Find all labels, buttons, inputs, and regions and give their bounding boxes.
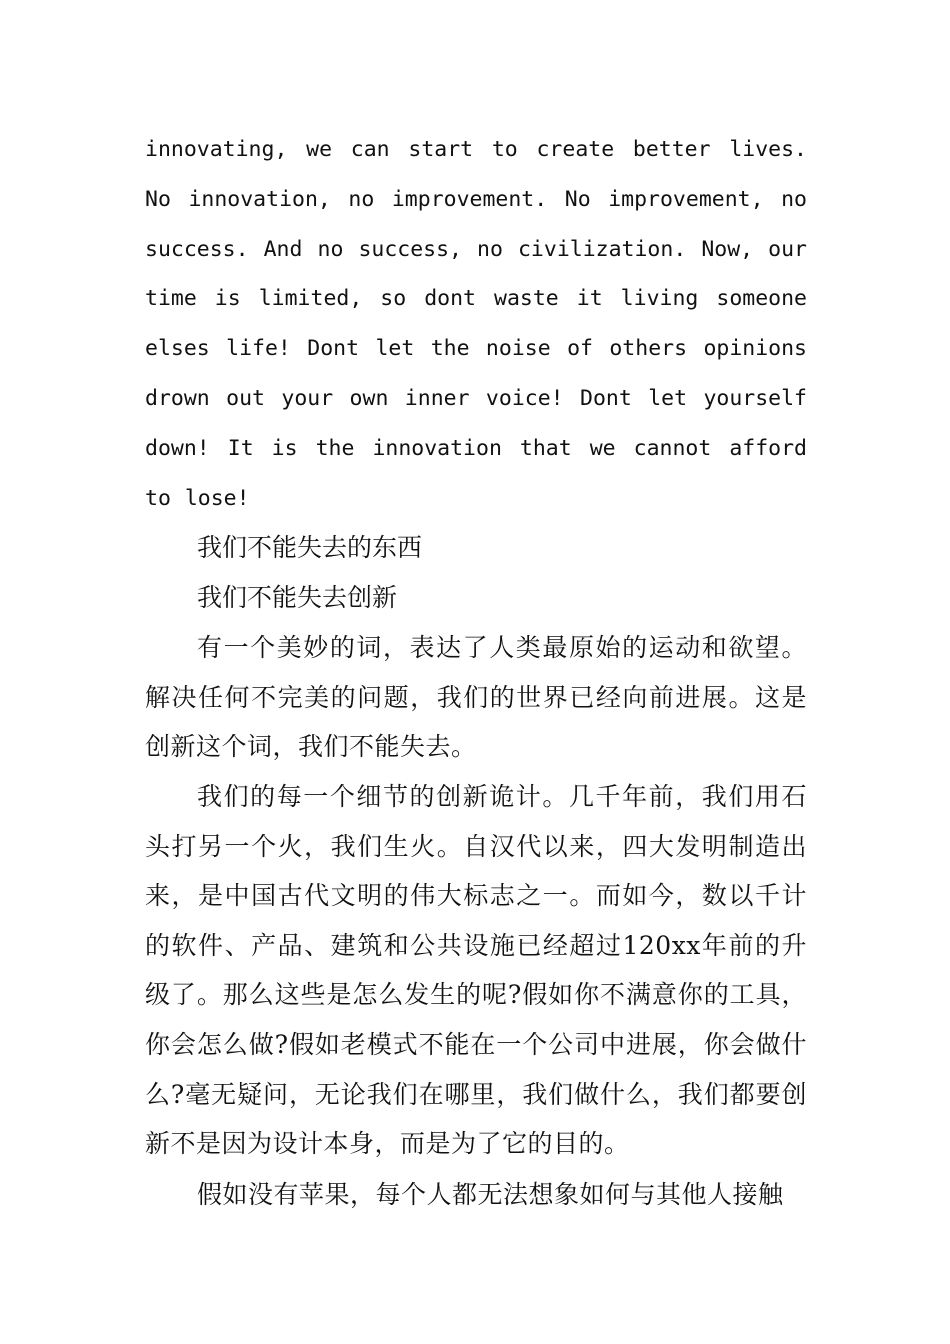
heading-cannot-lose-innovation: 我们不能失去创新 (197, 583, 398, 612)
paragraph-innovation-history: 我们的每一个细节的创新诡计。几千年前，我们用石头打另一个火，我们生火。自汉代以来，四大发明制造出来，是中国古代文明的伟大标志之一。而如今，数以千计的软件、产品、建筑和公共设施已经超过120xx年前的升级了。那么这些是怎么发生的呢?假如你不满意你的工具，你会怎么做?假如老模式不能在一个公司中进展，你会做什么?毫无疑问，无论我们在哪里，我们做什么，我们都要创新不是因为设计本身，而是为了它的目的。 (145, 782, 807, 1159)
english-paragraph: innovating, we can start to create better lives. No innovation, no improvement. No improvement, no success. And no success, no civilization. Now, our time is limited, so dont waste it living someone elses life! Dont let the noise of others opinions drown out your own inner voice! Dont let yourself down! It is the innovation that we cannot afford to lose! (145, 137, 807, 511)
paragraph-apple: 假如没有苹果，每个人都无法想象如何与其他人接触 (197, 1180, 784, 1209)
heading-things-we-cannot-lose: 我们不能失去的东西 (197, 533, 423, 562)
paragraph-wonderful-word: 有一个美妙的词，表达了人类最原始的运动和欲望。解决任何不完美的问题，我们的世界已经向前进展。这是创新这个词，我们不能失去。 (145, 633, 807, 762)
